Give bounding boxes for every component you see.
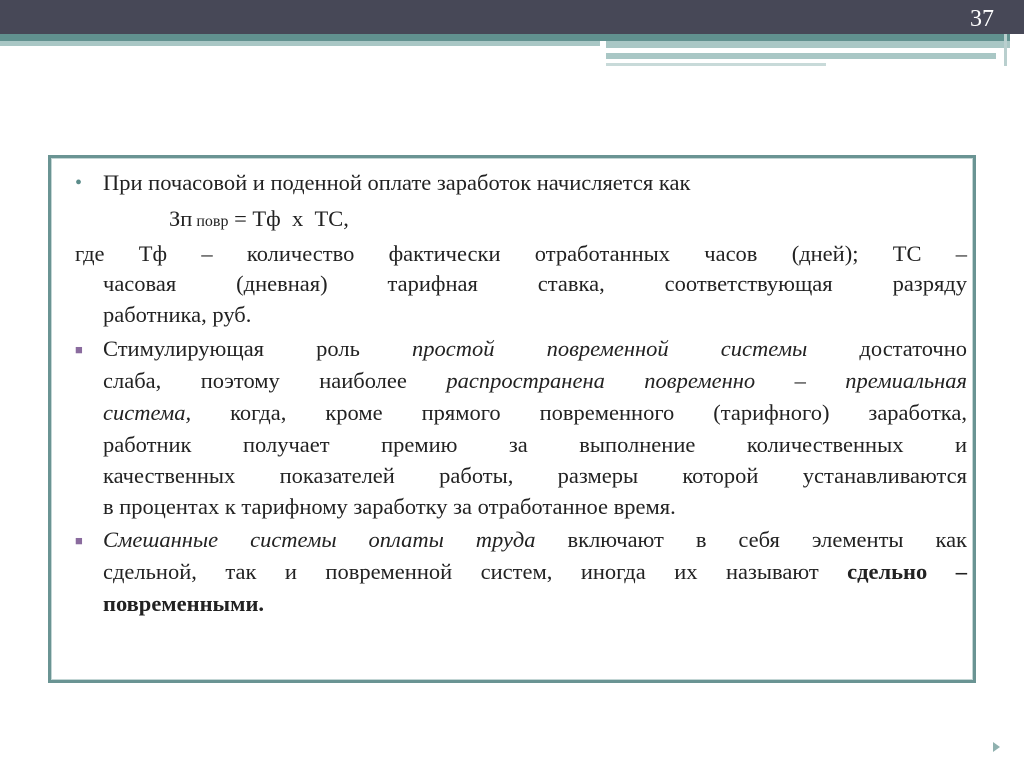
formula-subscript: повр bbox=[196, 213, 229, 230]
paragraph-line: качественных показателей работы, размеры которой устанавливаются bbox=[103, 463, 967, 488]
paragraph-line: Стимулирующая роль простой повременной системы достаточно bbox=[103, 336, 967, 361]
paragraph-line: сдельной, так и повременной систем, иногда их называют сдельно – bbox=[103, 559, 967, 584]
header-accent-edge bbox=[1004, 34, 1007, 66]
slide-number: 37 bbox=[970, 6, 994, 32]
bullet-text: При почасовой и поденной оплате заработок начисляется как bbox=[103, 170, 691, 195]
header-accent-stripe bbox=[606, 41, 1010, 48]
content-frame bbox=[48, 155, 976, 683]
emphasis-bold: сдельно – bbox=[847, 559, 967, 584]
formula-rhs: = Тф х ТС, bbox=[234, 206, 349, 231]
where-line: работника, руб. bbox=[103, 302, 252, 327]
bullet-square-icon: ■ bbox=[75, 342, 83, 357]
formula-lhs: Зп bbox=[169, 206, 193, 231]
paragraph-line bbox=[103, 589, 967, 618]
emphasis-bold: повременными. bbox=[103, 591, 265, 616]
emphasis: Смешанные системы оплаты труда bbox=[103, 527, 536, 552]
bullet-dot-icon: • bbox=[75, 172, 83, 194]
where-line: где Тф – количество фактически отработанных часов (дней); ТС – bbox=[75, 241, 967, 266]
formula bbox=[169, 204, 349, 236]
paragraph-line: в процентах к тарифному заработку за отработанное время. bbox=[103, 494, 676, 519]
bullet-square-icon: ■ bbox=[75, 533, 83, 548]
where-line: часовая (дневная) тарифная ставка, соответствующая разряду bbox=[103, 271, 967, 296]
emphasis: система, bbox=[103, 400, 192, 425]
header-accent-stripe bbox=[606, 53, 996, 59]
emphasis: распространена повременно – премиальная bbox=[446, 368, 968, 393]
paragraph-line: система, когда, кроме прямого повременного (тарифного) заработка, bbox=[103, 400, 967, 425]
header-accent-stripe bbox=[0, 41, 600, 46]
header-accent-bar bbox=[0, 34, 1010, 41]
header-bar bbox=[0, 0, 1024, 34]
paragraph-line: Смешанные системы оплаты труда включают в себя элементы как bbox=[103, 527, 967, 552]
paragraph-line: слаба, поэтому наиболее распространена повременно – премиальная bbox=[103, 368, 968, 393]
header-accent-stripe bbox=[606, 63, 826, 66]
emphasis: простой повременной системы bbox=[411, 336, 808, 361]
slide-nav-triangle-icon bbox=[993, 742, 1000, 752]
paragraph-line: работник получает премию за выполнение количественных и bbox=[103, 432, 967, 457]
